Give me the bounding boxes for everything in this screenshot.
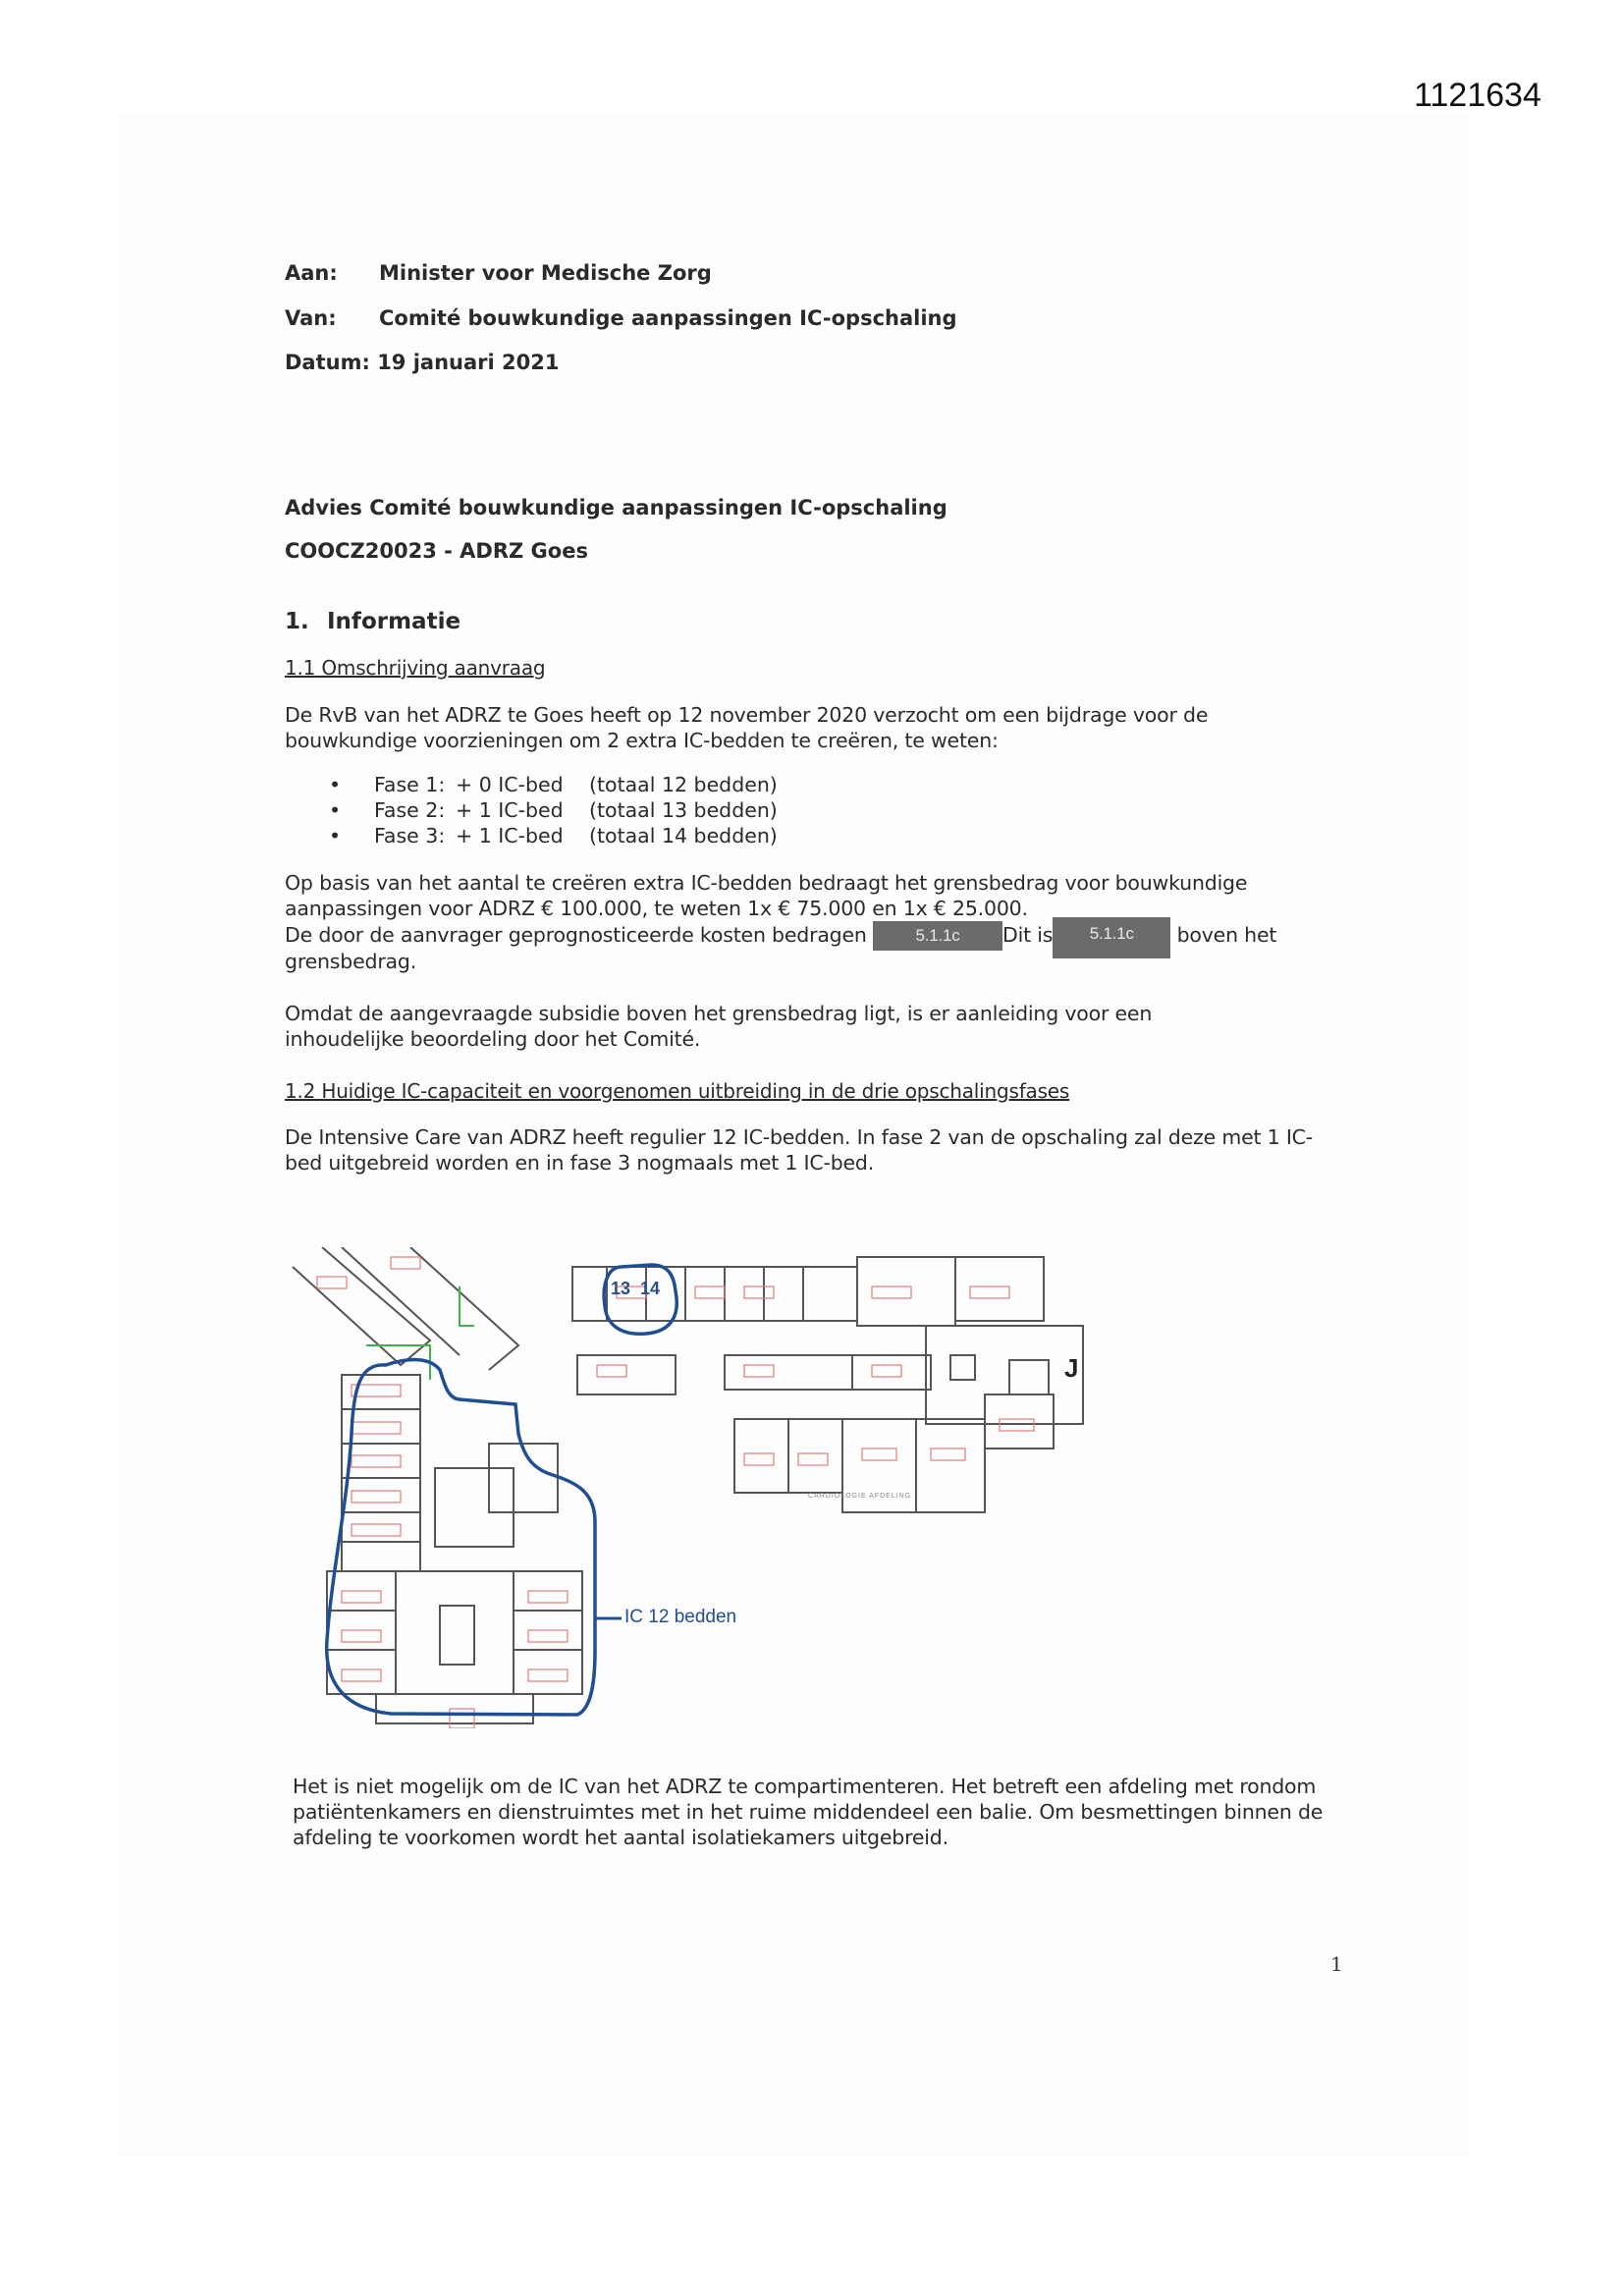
kosten-line-end: grensbedrag. xyxy=(285,950,417,973)
aan-value: Minister voor Medische Zorg xyxy=(379,261,712,285)
fase-item: • Fase 3: + 1 IC-bed (totaal 14 bedden) xyxy=(329,824,778,847)
expansion-outline xyxy=(604,1265,677,1334)
section-title: Informatie xyxy=(327,609,461,634)
van-value: Comité bouwkundige aanpassingen IC-opschaling xyxy=(379,306,957,330)
redaction-box: 5.1.1c xyxy=(873,921,1002,951)
room-13-label: 13 xyxy=(611,1279,631,1298)
datum-value: 19 januari 2021 xyxy=(377,351,560,374)
datum-label: Datum: xyxy=(285,351,370,374)
capacity-paragraph: De Intensive Care van ADRZ heeft regulier 12 IC-bedden. In fase 2 van de opschaling zal deze met 1 IC-bed uitgebreid worden en in fase 3 nogmaals met 1 IC-bed. xyxy=(285,1125,1313,1175)
ic-outline xyxy=(327,1360,595,1715)
header-aan xyxy=(285,261,712,285)
redaction-box: 5.1.1c xyxy=(1053,917,1170,958)
fase-item: • Fase 2: + 1 IC-bed (totaal 13 bedden) xyxy=(329,798,778,822)
floor-plan-drawing xyxy=(283,1247,1098,1728)
case-reference: COOCZ20023 - ADRZ Goes xyxy=(285,539,588,563)
room-14-label: 14 xyxy=(640,1279,661,1298)
section-heading xyxy=(285,609,460,634)
page-number: 1 xyxy=(1330,1952,1343,1976)
aan-label: Aan: xyxy=(285,261,338,285)
van-label: Van: xyxy=(285,306,337,330)
floor-plan xyxy=(283,1247,1098,1728)
header-van xyxy=(285,306,957,330)
kosten-line: De door de aanvrager geprognosticeerde kosten bedragen 5.1.1c Dit is 5.1.1c boven het xyxy=(285,921,1365,958)
wing-letter: J xyxy=(1064,1353,1079,1383)
intro-paragraph: De RvB van het ADRZ te Goes heeft op 12 november 2020 verzocht om een bijdrage voor de bouwkundige voorzieningen om 2 extra IC-bedden te creëren, te weten: xyxy=(285,703,1209,752)
subsection-heading-1-1: 1.1 Omschrijving aanvraag xyxy=(285,656,546,680)
wing-caption: CARDIOLOGIE AFDELING xyxy=(808,1493,912,1500)
fase-item: • Fase 1: + 0 IC-bed (totaal 12 bedden) xyxy=(329,773,778,796)
header-datum xyxy=(285,351,559,374)
ic-capacity-label: IC 12 bedden xyxy=(624,1607,737,1627)
document-number: 1121634 xyxy=(1414,77,1542,114)
closing-paragraph: Het is niet mogelijk om de IC van het ADRZ te compartimenteren. Het betreft een afdeling met rondom patiëntenkamers en dienstruimtes met in het ruime middendeel een balie. Om besmettingen binnen de afdeling te voorkomen wordt het aantal isolatiekamers uitgebreid. xyxy=(293,1775,1324,1849)
grensbedrag-paragraph: Op basis van het aantal te creëren extra IC-bedden bedraagt het grensbedrag voor bouwkundige aanpassingen voor ADRZ € 100.000, te weten 1x € 75.000 en 1x € 25.000. xyxy=(285,871,1248,920)
advice-title: Advies Comité bouwkundige aanpassingen IC-opschaling xyxy=(285,496,947,519)
omdat-paragraph: Omdat de aangevraagde subsidie boven het grensbedrag ligt, is er aanleiding voor een inhoudelijke beoordeling door het Comité. xyxy=(285,1002,1153,1051)
subsection-heading-1-2: 1.2 Huidige IC-capaciteit en voorgenomen uitbreiding in de drie opschalingsfases xyxy=(285,1079,1070,1103)
section-number: 1. xyxy=(285,609,309,634)
fase-list xyxy=(285,772,778,848)
